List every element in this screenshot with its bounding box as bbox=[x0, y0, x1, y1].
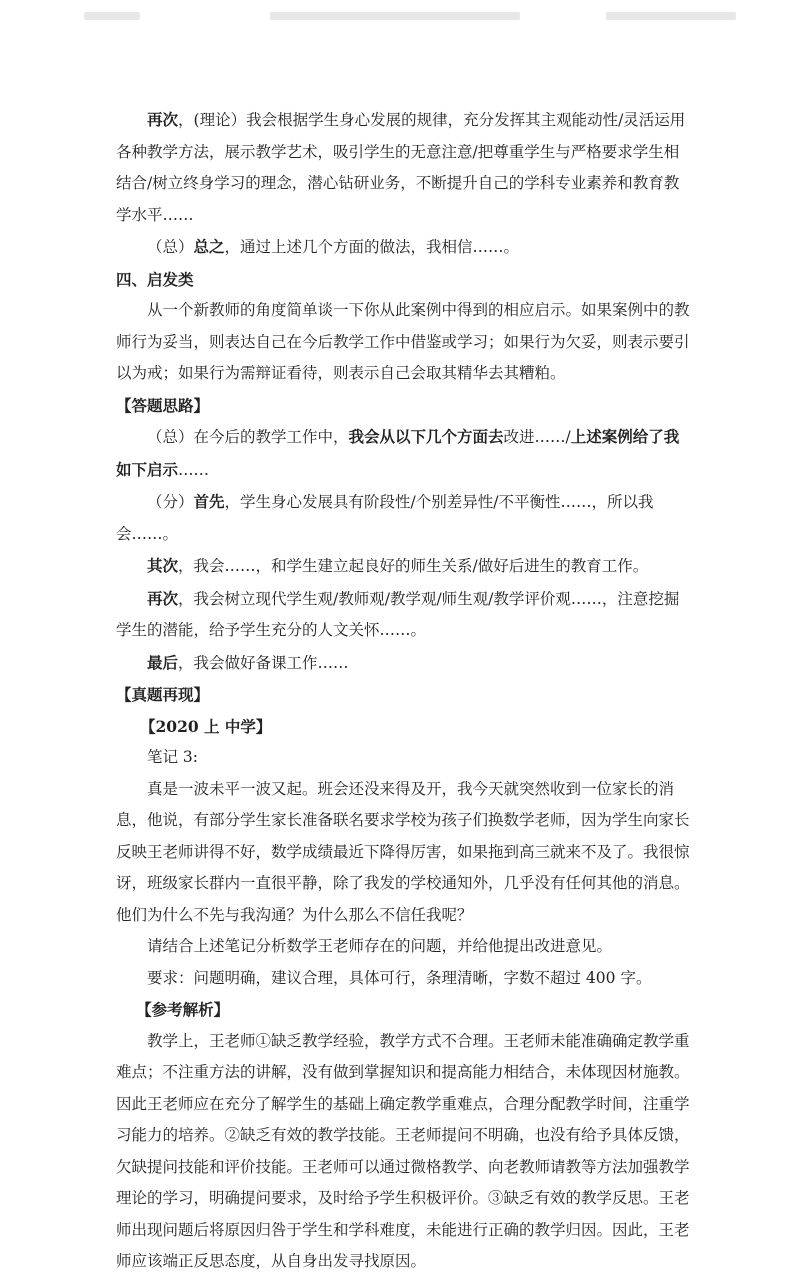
label-second: 其次 bbox=[147, 556, 179, 575]
question-text: 请结合上述笔记分析数学王老师存在的问题，并给他提出改进意见。 bbox=[147, 937, 613, 955]
reference-analysis-title: 【参考解析】 bbox=[136, 1000, 230, 1019]
paragraph-inspiration-intro: 从一个新教师的角度简单谈一下你从此案例中得到的相应启示。如果案例中的教师行为妥当，则表达自己在今后教学工作中借鉴或学习；如果行为欠妥，则表示要引以为戒；如果行为需辩证看待，则表示自己会取其精华去其糟粕。 bbox=[116, 301, 690, 382]
paragraph-again-theory bbox=[116, 104, 690, 231]
page-header-strip bbox=[0, 0, 800, 36]
document-page bbox=[116, 104, 690, 1278]
real-exam-title: 【真题再现】 bbox=[116, 685, 210, 704]
paragraph-third bbox=[116, 583, 690, 647]
label-third: 再次 bbox=[147, 588, 179, 608]
text-second: ，我会……，和学生建立起良好的师生关系/做好后进生的教育工作。 bbox=[178, 557, 649, 575]
analysis-text: 教学上，王老师①缺乏教学经验，教学方式不合理。王老师未能准确确定教学重难点；不注重方法的讲解，没有做到掌握知识和提高能力相结合，未体现因材施教。因此王老师应在充分了解学生的基础上确定教学重难点，合理分配教学时间，注重学习能力的培养。②缺乏有效的教学技能。王老师提问不明确，也没有给予具体反馈，欠缺提问技能和评价技能。王老师可以通过微格教学、向老教师请教等方法加强教学理论的学习，明确提问要求，及时给予学生积极评价。③缺乏有效的教学反思。王老师出现问题后将原因归咎于学生和学科难度，未能进行正确的教学归因。因此，王老师应该端正反思态度，从自身出发寻找原因。 bbox=[116, 1031, 690, 1270]
text-first: ，学生身心发展具有阶段性/个别差异性/不平衡性……，所以我会……。 bbox=[116, 493, 654, 543]
answer-thinking-title: 【答题思路】 bbox=[116, 395, 210, 415]
bold-total-2: 上述案例给了我如下启示 bbox=[116, 427, 680, 479]
label-summary: 总之 bbox=[193, 237, 225, 256]
requirement-text: 要求：问题明确，建议合理，具体可行，条理清晰，字数不超过 400 字。 bbox=[147, 968, 652, 987]
header-fragment-center bbox=[270, 12, 520, 20]
label-first: 首先 bbox=[193, 492, 225, 511]
paragraph-summary bbox=[116, 231, 690, 264]
text-summary: ，通过上述几个方面的做法，我相信……。 bbox=[224, 238, 520, 256]
paragraph-total bbox=[116, 421, 690, 486]
text-third: ，我会树立现代学生观/教师观/教学观/师生观/教学评价观……，注意挖掘学生的潜能，给予学生充分的人文关怀……。 bbox=[116, 589, 680, 639]
exam-tag: 【2020 上 中学】 bbox=[140, 716, 272, 736]
tag-theory: ，(理论） bbox=[178, 111, 247, 129]
note-label: 笔记 3: bbox=[147, 748, 199, 766]
bold-total-1: 我会从以下几个方面去 bbox=[348, 427, 504, 446]
header-fragment-left bbox=[84, 12, 140, 20]
tag-total: （总） bbox=[147, 428, 194, 446]
paragraph-first bbox=[116, 486, 690, 550]
tag-summary: （总） bbox=[147, 238, 194, 256]
text-total-3: …… bbox=[178, 460, 210, 479]
tag-divide: （分） bbox=[147, 493, 194, 511]
section-title-inspiration: 四、启发类 bbox=[116, 269, 194, 289]
label-again: 再次 bbox=[147, 110, 179, 129]
text-last: ，我会做好备课工作…… bbox=[178, 653, 349, 672]
header-fragment-right bbox=[606, 12, 736, 20]
paragraph-last bbox=[116, 647, 690, 680]
paragraph-second bbox=[116, 550, 690, 583]
text-total-2: 改进……/ bbox=[503, 428, 571, 446]
text-again-theory: 我会根据学生身心发展的规律，充分发挥其主观能动性/灵活运用各种教学方法，展示教学艺术，吸引学生的无意注意/把尊重学生与严格要求学生相结合/树立终身学习的理念，潜心钻研业务，不断提升自己的学科专业素养和教育教学水平…… bbox=[116, 111, 686, 224]
text-total-1: 在今后的教学工作中， bbox=[193, 428, 349, 446]
label-last: 最后 bbox=[147, 652, 179, 672]
note-text: 真是一波未平一波又起。班会还没来得及开，我今天就突然收到一位家长的消息，他说，有部分学生家长准备联名要求学校为孩子们换数学老师，因为学生向家长反映王老师讲得不好，数学成绩最近下降得厉害，如果拖到高三就来不及了。我很惊讶，班级家长群内一直很平静，除了我发的学校通知外，几乎没有任何其他的消息。他们为什么不先与我沟通？为什么那么不信任我呢？ bbox=[116, 779, 690, 924]
